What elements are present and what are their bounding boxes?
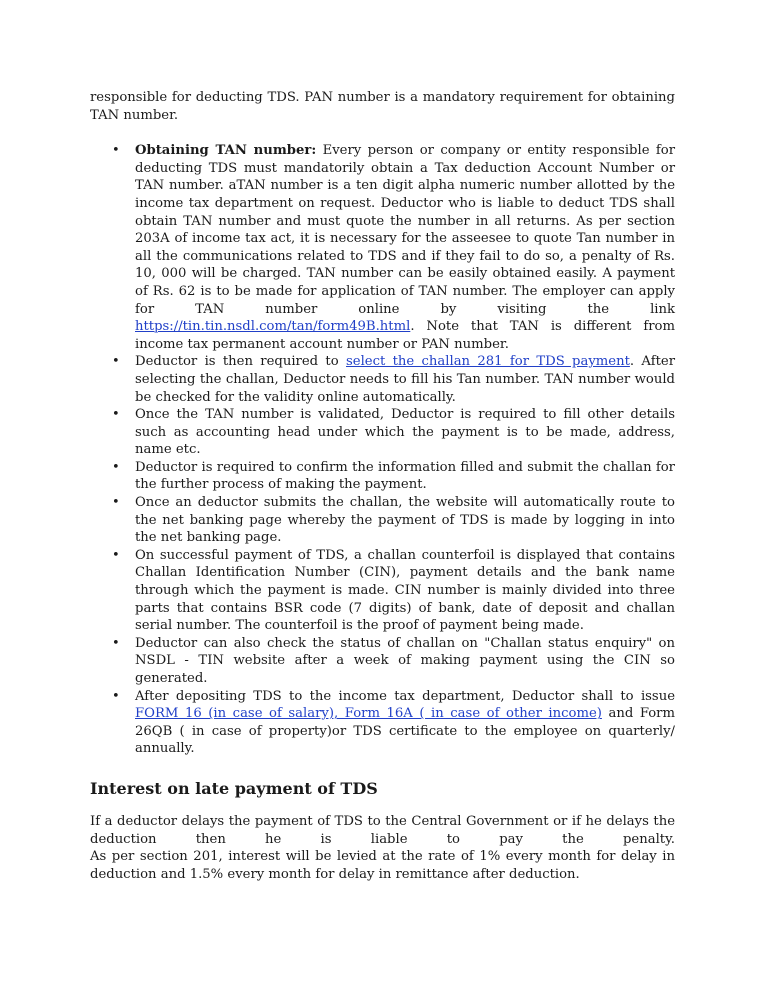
bullet-icon: •: [112, 495, 120, 511]
list-item: • Once the TAN number is validated, Deductor is required to fill other details such as accounting head under which the payment is to be made, address, name etc.: [112, 407, 675, 458]
bullet-icon: •: [112, 635, 120, 651]
bullet-icon: •: [112, 407, 120, 423]
list-item: • Deductor is required to confirm the information filled and submit the challan for the further process of making the payment.: [112, 459, 675, 493]
list-item: • Once an deductor submits the challan, the website will automatically route to the net banking page whereby the payment of TDS is made by logging in into the net banking page.: [112, 495, 675, 546]
document-page: [90, 89, 675, 883]
section-heading: Interest on late payment of TDS: [90, 778, 378, 798]
intro-paragraph: responsible for deducting TDS. PAN number is a mandatory requirement for obtaining TAN number.: [90, 90, 675, 123]
interest-paragraph: As per section 201, interest will be levied at the rate of 1% every month for delay in deduction and 1.5% every month for delay in remittance after deduction.: [90, 849, 675, 882]
penalty-paragraph: If a deductor delays the payment of TDS to the Central Government or if he delays the deduction then he is liable to pay the penalty.: [90, 813, 675, 847]
list-item: • On successful payment of TDS, a challan counterfoil is displayed that contains Challan Identification Number (CIN), payment details and the bank name through which the payment is made. CIN number is mainly divided into three parts that contains BSR code (7 digits) of bank, date of deposit and challan serial number. The counterfoil is the proof of payment being made.: [112, 547, 675, 634]
list-item: • Deductor is then required to select the challan 281 for TDS payment. After selecting the challan, Deductor needs to fill his Tan number. TAN number would be checked for the validity online automatically.: [112, 354, 676, 405]
item-label: Obtaining TAN number:: [135, 143, 317, 159]
bullet-icon: •: [112, 459, 120, 475]
bullet-icon: •: [112, 354, 120, 370]
challan-281-link[interactable]: select the challan 281 for TDS payment: [346, 354, 630, 370]
list-item: • Deductor can also check the status of challan on "Challan status enquiry" on NSDL - TIN website after a week of making payment using the CIN so generated.: [112, 635, 675, 686]
bullet-icon: •: [112, 547, 120, 563]
list-item: • After depositing TDS to the income tax department, Deductor shall to issue FORM 16 (in case of salary), Form 16A ( in case of other income) and Form 26QB ( in case of property)or TDS certificate to the employee on quarterly/ annually.: [112, 688, 675, 757]
bullet-icon: •: [112, 143, 120, 159]
list-item: • Obtaining TAN number: Every person or company or entity responsible for deducting TDS must mandatorily obtain a Tax deduction Account Number or TAN number. aTAN number is a ten digit alpha numeric number allotted by the income tax department on request. Deductor who is liable to deduct TDS shall obtain TAN number and must quote the number in all returns. As per section 203A of income tax act, it is necessary for the asseesee to quote Tan number in all the communications related to TDS and if they fail to do so, a penalty of Rs. 10, 000 will be charged. TAN number can be easily obtained easily. A payment of Rs. 62 is to be made for application of TAN number. The employer can apply for TAN number online by visiting the link https://tin.tin.nsdl.com/tan/form49B.html. Note that TAN is different from income tax permanent account number or PAN number.: [112, 143, 675, 352]
tan-form-link[interactable]: https://tin.tin.nsdl.com/tan/form49B.html: [135, 319, 411, 335]
bullet-icon: •: [112, 688, 120, 704]
steps-list: [90, 142, 675, 758]
form-16-link[interactable]: FORM 16 (in case of salary), Form 16A ( in case of other income): [135, 706, 602, 722]
